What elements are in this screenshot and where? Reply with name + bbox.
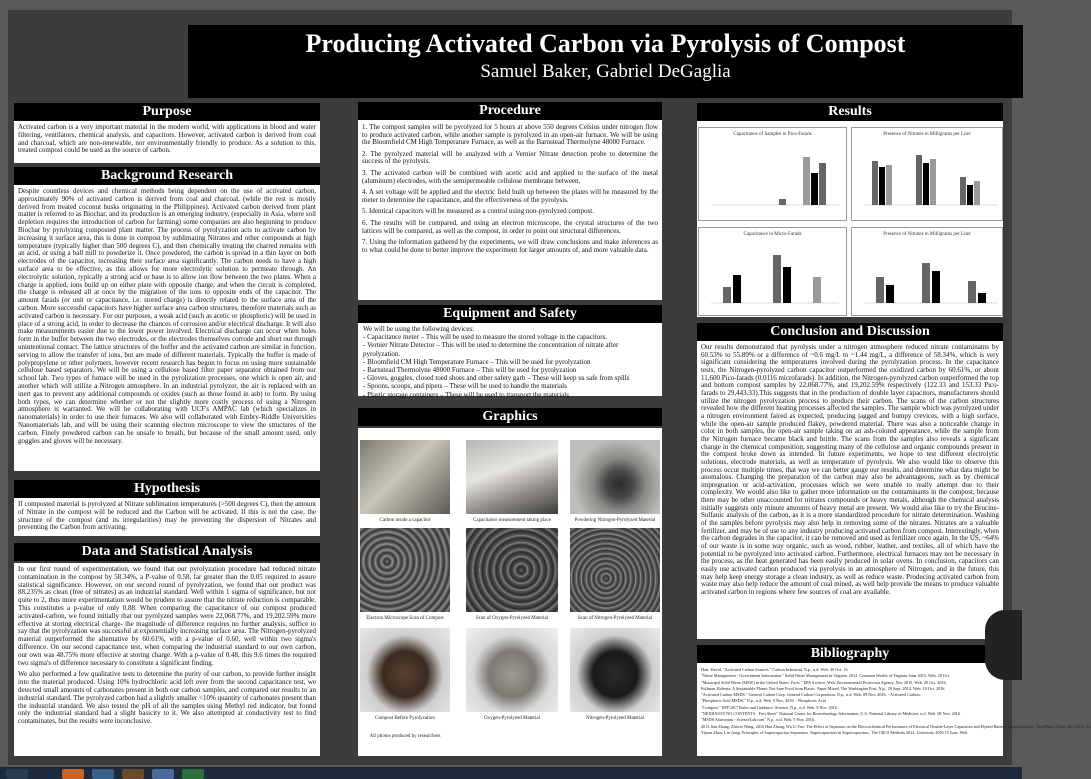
- bar: [923, 163, 929, 205]
- equipment-heading: Equipment and Safety: [358, 305, 662, 323]
- poster-authors: Samuel Baker, Gabriel DeGaglia: [480, 61, 731, 82]
- poster-title: Producing Activated Carbon via Pyrolysis of Compost: [305, 29, 906, 58]
- oxygen-material-photo: [466, 628, 558, 712]
- bar: [733, 275, 741, 303]
- bibliography-entry: "Municipal Solid Waste (MSW) in the United States: Facts." EPA Archive. Web. Environmental Protection Agency, Nov 2015. Web. 20 Oct. 2016.: [701, 679, 947, 685]
- bibliography-entry: "MSDS Aluminum - ScienceLab.com" N.p., n.d. Web. 9 Nov. 2016.: [701, 717, 815, 723]
- equipment-section: [358, 323, 662, 399]
- photo-credit-note: All photos produced by researchers: [369, 734, 441, 739]
- background-section: [14, 185, 320, 471]
- bar: [876, 277, 884, 303]
- chart-capacitance-pico-svg: [699, 137, 846, 217]
- procedure-step: 3. The activated carbon will be combined with acetic acid and applied to the surface of the metal (aluminum) electrodes, with the semipermeable cellulose membrane between.: [362, 168, 658, 185]
- bar: [886, 285, 894, 303]
- bar: [879, 167, 885, 205]
- equipment-item: - Plastic storage containers – These will be used to transport the materials: [363, 390, 569, 399]
- bar: [978, 293, 986, 303]
- graphics-caption: Scan of Nitrogen-Pyrolyzed Material: [577, 616, 653, 621]
- background-text: Despite countless devices and chemical methods being dependent on the use of activated carbon, approximately 90% of activated carbon is derived from coal and charcoal, (while the rest is mostly derived from treated coconut husks originating in the Philippines). Activated carbon derived from plant matter is referred to as Biochar, and its production is an emerging industry, (especially in Asia, where soil depletion requires the introduction of carbon for farming) some companies are also beginning to produce Biochar by pyrolyzing composted plant matter. The process of pyrolyzation acts to activate carbon by increasing it surface area, this is done in compost by sublimating Nitrates and other compounds at high temperature (typically higher than 500 degrees C), and then chemically treating the charred remains with an acid, or using a ball mill to powderize it. Once powdered, the carbon is spread in a thin layer on both electrodes of the capacitor, increasing their surface area significantly. The carbon needs to have a high surface area to be effective, as this allows for more electrolytic solution to permeate through. An electrolytic solution, typically a strong acid or base is to allow ion flow between the two plates. When a charge is applied, ions build up on either plate with opposite charge, and when the circuit is completed, the charge is released all at once by the migration of the ions to opposite ends of the capacitor. The amount farads (or unit or capacitance, i.e. stored charge) is directly related to the surface area of the carbon. More successful capacitors have higher surface area carbon structures, therefore materials such as activated carbon is necessary. For our purposes, a weak acid (such as acetic or phosphoric) will be used in place of a strong acid, in order to decrease the chances of corrosion and/or electrical discharge. It will also make measurements easier due to the lower power involved. Electrical discharge can occur when holes form in the buffer between the two electrodes, or the electrodes themselves corrode and short out through unintentional contact. The lattice structures of the buffer and the activated carbon are similar in function, serving to allow the transfer of ions, but are made of different materials. Typically the buffer is made of polypropylene or other polymers, however recent research has begun to focus on using more sustainable cellulose based separators. We will be using a cellulose based filter paper separator obtained from our school lab. Two types of furnace will be used in the pyrolization processes, one which is open air, and another which will utilize a Nitrogen atmosphere. In an industrial pyrolyzer, the air is replaced with an inert gas to prevent any additional compounds or oxides (such as those found in ash) to form. By using both types, we can determine whether or not the slightly more costly process of using a Nitrogen atmosphere is warranted. We will be collaborating with UCF's AMPAC lab (which specializes in nanomaterials) in order to use their furnaces. We also will collaborated with Embry-Riddle Universities Nanomaterials lab, and will be using their scanning electron microscope to view the structures of the carbon. Finely powdered carbon can be unsafe to breath, but because of the small amount used, only goggles and gloves will be necessary.: [18, 187, 316, 445]
- bar: [930, 159, 936, 205]
- hypothesis-section: [14, 498, 320, 536]
- bar: [811, 173, 818, 205]
- bar: [974, 181, 980, 205]
- conclusion-heading: Conclusion and Discussion: [697, 323, 1003, 341]
- compost-before-photo: [360, 628, 450, 712]
- data-analysis-paragraph: In our first round of experimentation, we found that our pyrolyzation procedure had reduced nitrate contamination in the compost by 58.34%, a P-value of 0.58, far greater than the 0.05 required to assure statistical significance. However, on our second round of pyrolyzation, we found that our product was 88.235% as clean (free of nitrates) as an industrial standard. Well within 1 sigma of significance, but not quite to 2, thus more experimentation would be prudent to assure that the nitrate reduction is comparable. This constitutes a p-value of only 0.88. When comparing the capacitance of our compost produced activated-carbon, we found initially that our pyrolyzed samples were 22,068.77%, and 19,202.59% more effective at storing electrical charge- the magnitude of difference requires no further analysis, suffice to say that the pyrolyzation was successful at exponentially increasing surface area. The Nitrogen-pyrolyzed material outperformed the alternative by 60.61%, with a p-value of 0.60, well within two sigma's difference. On our second capacitance test, when comparing the industrial standard to our own carbon, our own was 48.75% more effective at storing charge. With a p-value of 0.48, this 9.6 times the required two sigma's of difference necessary to constitute a significant finding.: [18, 565, 316, 667]
- chart-title: Capacitance in Micro-Farads: [743, 232, 802, 237]
- hypothesis-text: If composted material is pyrolyzed at Nitrate sublimation temperatures (>500 degrees C), then the amount of Nitrate in the compost will be reduced and the Carbon will be activated. If this is not the case, the structure of the compost (and its irregularities) may be preventing the dispersion of Nitrates and preventing the Carbon from activating.: [18, 500, 316, 532]
- bar: [819, 163, 826, 205]
- graphics-heading: Graphics: [358, 408, 662, 426]
- chart-nitrates-1: [851, 127, 1003, 221]
- results-heading: Results: [697, 103, 1003, 121]
- bibliography-entry: "Waste Management - Government Information." Solid Waste Management in Virginia. 2014. Common Wealth of Virginia, June 2015. Web. 20 Oct.: [701, 673, 950, 679]
- chart-capacitance-micro: [698, 227, 847, 316]
- graphics-caption: Electron Microscope Scan of Compost: [366, 616, 444, 621]
- procedure-step: 4. A set voltage will be applied and the electric field built up between the plates will be measured by the meter to determine the capacitance, and the effectiveness of the pyrolysis.: [362, 188, 658, 204]
- equipment-item: - Bloomfield CM High Temperature Furnace – This will be used for pyrolyzation: [363, 357, 591, 366]
- procedure-step: 2. The pyrolyzed material will be analyzed with a Vernier Nitrate detection probe to determine the success of the pyrolysis.: [362, 149, 658, 166]
- purpose-heading: Purpose: [14, 103, 320, 121]
- compost-scan-photo: [360, 528, 450, 612]
- chart-capacitance-pico: [698, 127, 847, 221]
- procedure-step: 7. Using the information gathered by the experiments, we will draw conclusions and make inferences as to what could be done to better improve the experiment for larger amounts of, and more valuable data.: [362, 238, 658, 254]
- bar: [779, 199, 786, 205]
- taskbar: [0, 767, 1022, 779]
- purpose-text: Activated carbon is a very important material in the modern world, with applications in blood and water filtering, ventilators, chemical analysis, and capacitors. However, activated carbon is derived from coal and charcoal, which are non-renewable, nor environmentally friendly to produce. As a solution to this, treated compost could be used as the source of carbon.: [18, 123, 316, 155]
- bibliography-entry: Hart, David. "Activated Carbon Sources." Carbon Industrial, N.p., n.d. Web. 20 Oct. 16.: [701, 667, 849, 672]
- bar: [773, 255, 781, 303]
- bibliography-entry: "Compost." EPP 2017 Rules and Guidance. Science, N.p., n.d. Web. 9 Nov. 2016.: [701, 704, 838, 710]
- bar: [813, 277, 821, 303]
- graphics-caption: Scan of Oxygen-Pyrolyzed Material: [475, 616, 549, 621]
- bar: [960, 177, 966, 205]
- measurement-photo: [466, 440, 558, 514]
- graphics-caption: Nitrogen-Pyrolyzed Material: [586, 716, 644, 721]
- procedure-heading: Procedure: [358, 102, 662, 120]
- chart-title: Presence of Nitrates in Milligrams per Liter: [883, 232, 971, 237]
- chart-nitrates-1-svg: [852, 137, 1002, 217]
- bibliography-heading: Bibliography: [697, 645, 1003, 663]
- chart-title: Capacitance of Samples in Pico-Farads: [733, 132, 812, 137]
- conclusion-text: Our results demonstrated that pyrolysis under a nitrogen atmosphere reduced nitrate contaminants by 60.53% to 55.89% or a difference of ~0.6 mg/L to ~1.44 mg/L, a difference of 58.34%, which is very significant considering the temperatures involved during the pyrolyzation process. In the capacitance tests, the Nitrogen-pyrolyzed carbon capacitor outperformed the oxidized carbon by 60.61%, or about 11,600 Pico-farads (0.0116 microfarads). In addition, the Nitrogen-pyrolyzed carbon outperformed the top and bottom compost samples by 22,068.77%, and 19,202.59% respectively (122.33 and 153.33 Pico-farads to 29,443.33).This suggests that in the production of double layer capacitors, manufacturers should utilize the nitrogen pyrolyzation process to produce their carbon. The scans of the carbon structures revealed how the different heating processes affected the samples. The sample which was pyrolyzed under a nitrogen environment faired as expected, producing jagged and bumpy crevices, with a high surface, while the open-air sample produced flakey, powdered material. There was also a noticeable change in color in both samples, the open-air sample taking on an ash-colored appearance, while the sample from the Nitrogen furnace became black and brittle. The scans from the samples also reveals a significant change in the chemical composition, suggesting many of the cellulose and organic compounds present in the compost broke down as intended. In future experiments, we hope to test different electrolytic solutions, electrode materials, as well as temperature of pyrolysis. We also would like to observe this process occur multiple times, that way we can better gauge our results, and determine what data might be anomalous. Changing the preparation of the carbon may also be advantageous, such as by chemical impregnation or acid-activation, processes which we were unable to really attempt due to their complexity. We would also like to gather more information on the contaminants in the compost, because there may be other unaccounted for nitrates compounds or heavy metals, although the chemical analysis initially suggests only minute amounts of heavy metal are present. We would also like to try the Brucine-Sulfanic analysis of the carbon, as it is a more standardized procedure for nitrate determination. Washing of the samples before pyrolysis may also help in removing some of the nitrates. Nitrates are a valuable fertilizer, and may be of use to any industry producing activated carbon from compost. Interestingly, when the carbon degrades in the capacitor, it can be removed and used as fertilizer once again. In the US, ~64% of our waste is in some way organic, such as wood, rubber, leather, and textiles, all of which have the potential to be pyrolyzed into activated carbon. Furthermore, electrical furnaces may not be necessary in the process, as the heat generated has been easily produced in solar ovens. In conclusion, capacitors can easily use activated carbon produced via pyrolysis in an atmosphere of Nitrogen, and in the future, this may help keep energy storage a clean industry, as well as reduce waste. Producing activated carbon from waste may also help reduce the amount of coal mined, as well help provide the means to produce valuable activated carbon in regions where few sources of coal are available.: [701, 343, 999, 596]
- data-analysis-section: [14, 563, 320, 756]
- bar: [723, 287, 731, 303]
- equipment-item: - Barnstead Thermolyne 48000 Furnace – This will be used for pyrolyzation: [363, 366, 577, 375]
- title-banner: [188, 25, 1023, 98]
- hypothesis-heading: Hypothesis: [14, 480, 320, 498]
- equipment-item: - Spoons, scoops, and pipets – These will be used to handle the materials: [363, 382, 567, 391]
- scroll-side-tab[interactable]: [985, 610, 1022, 680]
- graphics-caption: Carbon inside a capacitor: [379, 518, 431, 523]
- equipment-item: - Gloves, goggles, closed toed shoes and other safety garb – These will keep us safe from spills: [363, 374, 630, 383]
- bar: [968, 281, 976, 303]
- powdering-photo: [570, 440, 660, 514]
- nitrogen-material-photo: [570, 628, 660, 712]
- app-icon[interactable]: [92, 769, 114, 779]
- procedure-section: [358, 120, 662, 300]
- background-heading: Background Research: [14, 167, 320, 185]
- bibliography-entry: Yijuan Zhou, Lin Jiang. Principles of Supercapacitor Separators. Supercapacitors in Supercapacitors, The CRCS Methods 2014. University 2016 15 June. Web.: [701, 729, 969, 735]
- bar: [932, 271, 940, 303]
- chart-capacitance-micro-svg: [699, 237, 846, 313]
- capacitor-photo: [360, 440, 450, 514]
- nitrogen-scan-photo: [570, 528, 660, 612]
- bar: [783, 267, 791, 303]
- equipment-item: - Vernier Nitrate Detector – This will be used to determine the concentration of nitrate after pyrolyzation.: [363, 341, 619, 358]
- procedure-step: 5. Identical capacitors will be measured as a control using non-pyrolyzed compost.: [362, 207, 594, 216]
- chart-title: Presence of Nitrates in Milligrams per Liter: [883, 132, 971, 137]
- chart-nitrates-2-svg: [852, 237, 1002, 313]
- bibliography-entry: "Activated Carbon MSDS." General Carbon Corp. General Carbon Corporation, N.p., n.d. Web. 09 Nov. 2016. - Activated Carbon.: [701, 692, 921, 698]
- chart-nitrates-2: [851, 227, 1003, 316]
- app-icon[interactable]: [122, 769, 144, 779]
- purpose-section: [14, 121, 320, 163]
- bar: [872, 161, 878, 205]
- conclusion-section: [697, 341, 1003, 639]
- equipment-item: - Capacitance meter – This will be used to measure the stored voltage in the capacitors.: [363, 333, 608, 342]
- bar: [886, 165, 892, 205]
- bibliography-entry: "NEXHAUST NO.CONTENTS - Fact Sheet" National Center for Biotechnology Information, U.S. National Library of Medicine, n.d. Web. 08 Nov. 2016.: [701, 711, 962, 717]
- graphics-section: [358, 428, 662, 756]
- graphics-caption: Powdering Nitrogen-Pyrolyzed Material: [574, 518, 656, 523]
- procedure-step: 1. The compost samples will be pyrolyzed for 5 hours at above 550 degrees Celsius under nitrogen flow to produce activated carbon, while another sample is pyrolyzed in an open-air furnace. We will be using the Bloomfield CM High Temperature Furnace, as well as the Barnstead Thermolyne 48000 Furnace.: [362, 123, 658, 147]
- procedure-step: 6. The results will be compared, and using an electron microscope, the crystal structures of the two lattices will be compared, as well as the compost, in order to point out structural differences.: [362, 218, 658, 235]
- bibliography-entry: Pullman, Roberta. A Sustainable Planet: Not Sure Food from Plastic. Paper Mixed. The Washington Post. N.p., 20 Sept. 2014. Web. 10 Oct. 2016.: [701, 685, 946, 691]
- bar: [922, 263, 930, 303]
- bibliography-entry: 2013 Jian Zhang, Zhiwei Wang; 2016 Hua Zhang, Wu Li Yue; The Effect of Separator on the Electrochemical Performance of Electrical Double-Layer Capacitors and Hybrid Battery-Supercapacitors. Acta Phys.-Chim. Sin., 2016, 32.: [701, 723, 1091, 729]
- graphics-caption: Compost Before Pyrolyzation: [375, 716, 435, 721]
- graphics-caption: Oxygen-Pyrolyzed Material: [484, 716, 540, 721]
- app-icon[interactable]: [62, 769, 84, 779]
- app-icon[interactable]: [152, 769, 174, 779]
- data-analysis-heading: Data and Statistical Analysis: [14, 543, 320, 561]
- bibliography-section: [697, 663, 1091, 756]
- data-analysis-paragraph: We also performed a few qualitative tests to determine the purity of our carbon, to provide further insight into the material produced. Using 10% hydrochloric acid left over from the second capacitance test, we detected small amounts of carbonates present in both our carbon samples, and compared our results to an industrial standard. The pyrolyzed carbon had a slightly smaller <10% quantity of carbonates present than the industrial standard. We also tested the pH of all the samples using Methyl red indicator, but found only the industrial standard had a slight basicity to it. We also attempted at conductivity test to find contaminates, but the results were inconclusive.: [18, 670, 316, 726]
- equipment-intro: We will be using the following devices:: [363, 325, 475, 333]
- oxygen-scan-photo: [466, 528, 558, 612]
- bar: [967, 185, 973, 205]
- start-icon[interactable]: [6, 769, 28, 779]
- graphics-caption: Capacitance measurement taking place: [473, 518, 551, 523]
- bar: [916, 155, 922, 205]
- bar: [803, 157, 810, 205]
- bibliography-entry: "Phosphoric Acid MSDS." N.p., n.d. Web. 9 Nov. 2016. - Phosphoric Acid: [701, 698, 826, 704]
- app-icon[interactable]: [182, 769, 204, 779]
